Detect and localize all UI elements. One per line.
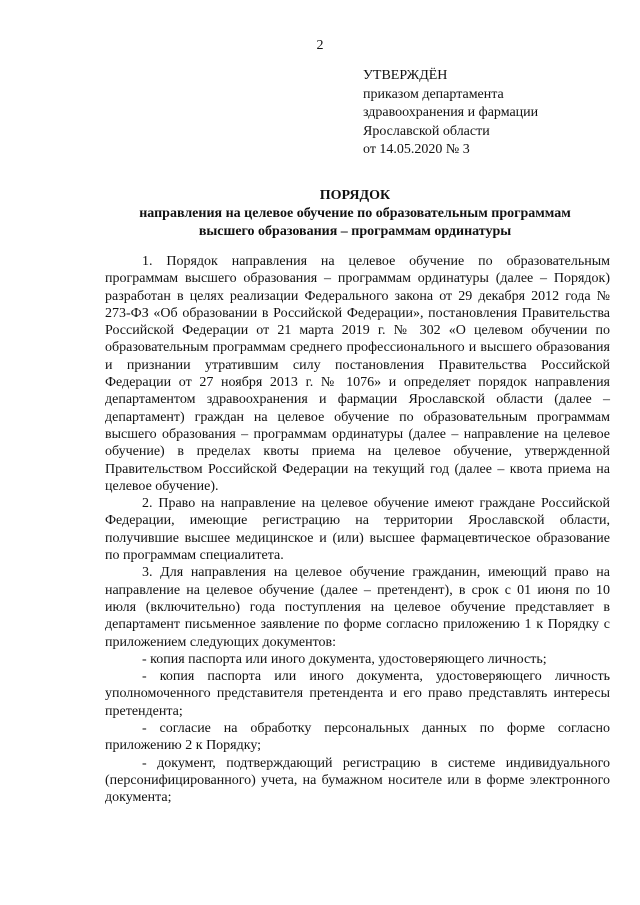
- paragraph-1: 1. Порядок направления на целевое обучение по образовательным программам высшего образования – программам ординатуры (далее – Порядок) разработан в целях реализации Федерального закона от 29 декабря 2012 года № 273-ФЗ «Об образовании в Российской Федерации», постановления Правительства Российской Федерации от 21 марта 2019 г. № 302 «О целевом обучении по образовательным программам среднего профессионального и высшего образования и признании утратившим силу постановления Правительства Российской Федерации от 27 ноября 2013 г. № 1076» и определяет порядок направления департаментом здравоохранения и фармации Ярославской области (далее – департамент) граждан на целевое обучение по образовательным программам высшего образования – программам ординатуры (далее – направление на целевое обучение) в пределах квоты приема на целевое обучение, утвержденной Правительством Российской Федерации на текущий год (далее – квота приема на целевое обучение).: [105, 254, 610, 494]
- page-number: 2: [316, 38, 324, 53]
- approval-stamp: [363, 67, 623, 160]
- list-item-representative-passport: - копия паспорта или иного документа, удостоверяющего личность уполномоченного представителя претендента и его право представлять интересы претендента;: [105, 669, 610, 719]
- title-subtitle-line: направления на целевое обучение по образовательным программам: [139, 206, 571, 221]
- list-item-registration-document: - документ, подтверждающий регистрацию в системе индивидуального (персонифицированного) учета, на бумажном носителе или в форме электронного документа;: [105, 755, 610, 806]
- approval-line: Ярославской области: [363, 123, 490, 139]
- document-body: [105, 253, 610, 807]
- approval-line: здравоохранения и фармации: [363, 105, 539, 120]
- list-item-data-consent: - согласие на обработку персональных данных по форме согласно приложению 2 к Порядку;: [105, 721, 610, 754]
- title-subtitle-line: высшего образования – программам ординатуры: [198, 224, 512, 239]
- approval-line: от 14.05.2020 № 3: [363, 142, 470, 157]
- paragraph-2: 2. Право на направление на целевое обучение имеют граждане Российской Федерации, имеющие регистрацию на территории Ярославской области, получившие высшее медицинское и (или) высшее фармацевтическое образование по программам специалитета.: [105, 496, 610, 564]
- title-heading: ПОРЯДОК: [319, 188, 391, 203]
- approval-line: приказом департамента: [363, 86, 504, 102]
- document-title: [100, 187, 610, 241]
- list-item-passport-copy: - копия паспорта или иного документа, удостоверяющего личность;: [142, 651, 547, 667]
- approval-line: УТВЕРЖДЁН: [363, 68, 448, 83]
- paragraph-3: 3. Для направления на целевое обучение гражданин, имеющий право на направление на целевое обучение (далее – претендент), в срок с 01 июня по 10 июля (включительно) года поступления на целевое обучение представляет в департамент письменное заявление по форме согласно приложению 1 к Порядку с приложением следующих документов:: [105, 565, 610, 650]
